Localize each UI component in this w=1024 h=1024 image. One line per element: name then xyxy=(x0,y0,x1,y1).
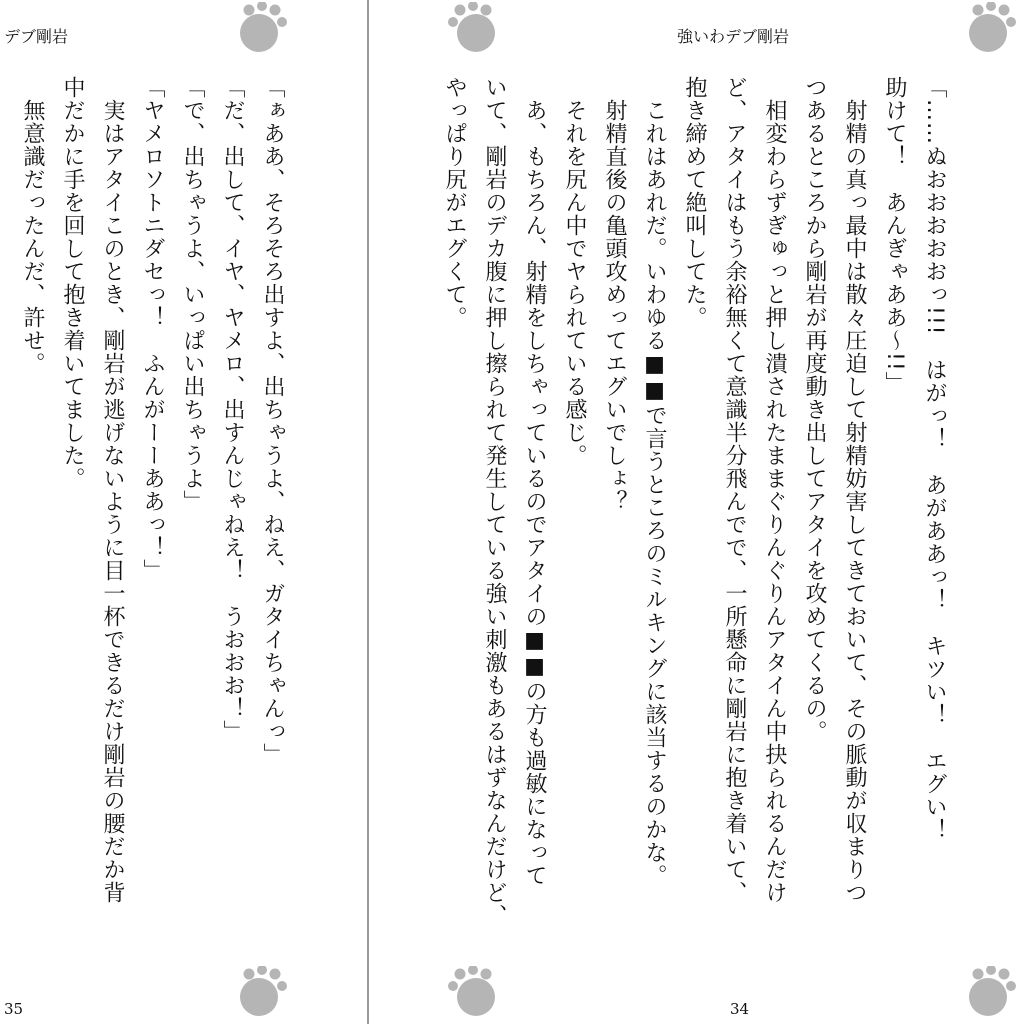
page-number: 35 xyxy=(4,1000,24,1018)
text-line: 助けて！ あんぎゃああ～!!」 xyxy=(882,76,907,395)
paw-print-icon xyxy=(445,2,501,58)
text-line: 「だ、出して、イヤ、ヤメロ、出すんじゃねえ！ うおおお！」 xyxy=(220,76,245,743)
text-line: 「……ぬおおおおおっ!!! はがっ！ あがああっ！ キツい！ エグい！ xyxy=(922,76,947,842)
paw-print-icon xyxy=(963,2,1019,58)
paw-print-icon xyxy=(234,966,290,1022)
text-line: 「で、出ちゃうよ、いっぱい出ちゃうよ」 xyxy=(180,76,205,513)
text-line: 相変わらずぎゅっと押し潰されたままぐりんぐりんアタイん中抉られるんだけ xyxy=(762,76,787,904)
text-line: やっぱり尻がエグくて。 xyxy=(442,76,467,329)
text-line: 無意識だったんだ、許せ。 xyxy=(20,76,45,375)
text-line: 中だかに手を回して抱き着いてました。 xyxy=(60,76,85,490)
text-line: それを尻ん中でヤられている感じ。 xyxy=(562,76,587,467)
paw-print-icon xyxy=(445,966,501,1022)
running-header: デブ剛岩 xyxy=(4,27,69,46)
text-line: つあるところから剛岩が再度動き出してアタイを攻めてくるの。 xyxy=(802,76,827,743)
page-number: 34 xyxy=(730,1000,750,1018)
text-line: これはあれだ。いわゆる■■で言うところのミルキングに該当するのかな。 xyxy=(642,76,667,887)
running-header: 強いわデブ剛岩 xyxy=(677,27,790,46)
text-line: 抱き締めて絶叫してた。 xyxy=(682,76,707,329)
paw-print-icon xyxy=(234,2,290,58)
text-line: 射精直後の亀頭攻めってエグいでしょ？ xyxy=(602,76,627,513)
paw-print-icon xyxy=(963,966,1019,1022)
text-line: 実はアタイこのとき、剛岩が逃げないように目一杯できるだけ剛岩の腰だか背 xyxy=(100,76,125,904)
text-line: 「ヤメロソトニダセっ！ ふんがーーああっ！」 xyxy=(140,76,165,582)
body-text xyxy=(12,76,292,976)
right-page xyxy=(369,0,1024,1024)
body-text xyxy=(434,76,954,976)
text-line: 射精の真っ最中は散々圧迫して射精妨害してきておいて、その脈動が収まりつ xyxy=(842,76,867,904)
text-line: いて、剛岩のデカ腹に押し擦られて発生している強い刺激もあるはずなんだけど、 xyxy=(482,76,507,927)
left-page xyxy=(0,0,368,1024)
text-line: ど、アタイはもう余裕無くて意識半分飛んでで、一所懸命に剛岩に抱き着いて、 xyxy=(722,76,747,904)
text-line: あ、もちろん、射精をしちゃっているのでアタイの■■の方も過敏になって xyxy=(522,76,547,887)
text-line: 「ぁああ、そろそろ出すよ、出ちゃうよ、ねえ、ガタイちゃんっ」 xyxy=(260,76,285,766)
